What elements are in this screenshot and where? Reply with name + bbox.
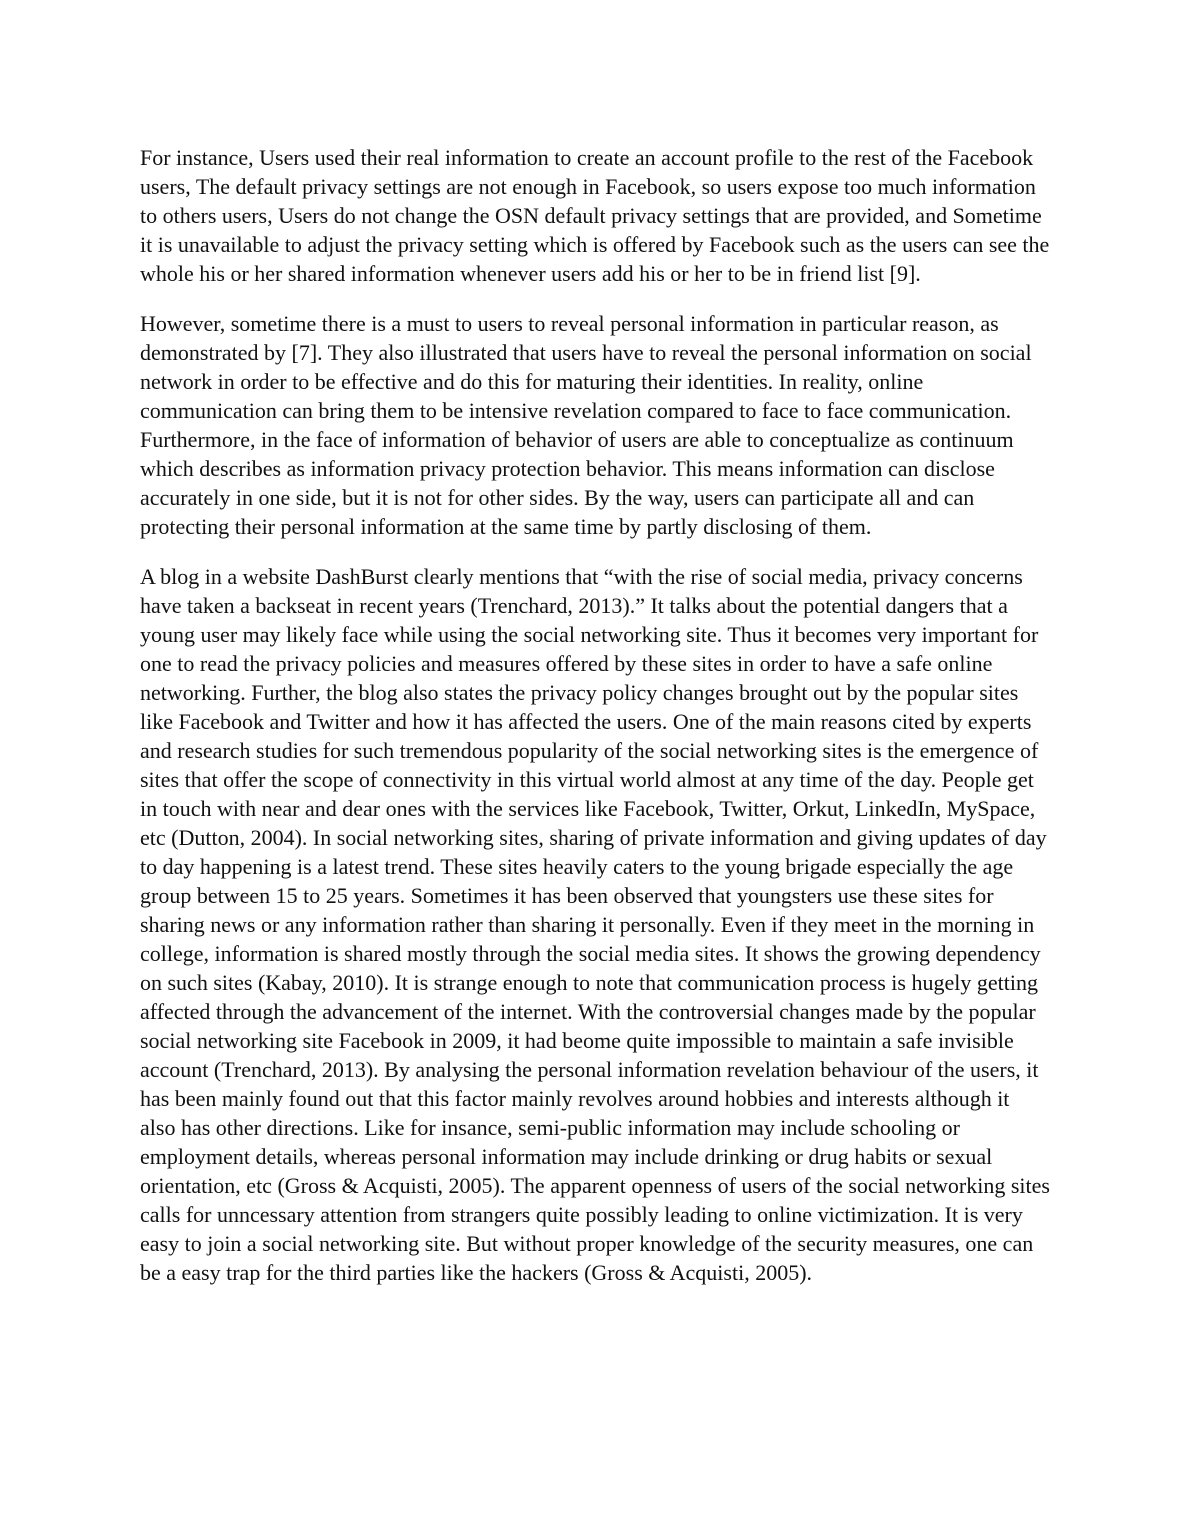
paragraph-information-revelation: However, sometime there is a must to users to reveal personal information in particular reason, as demonstrated by [7]. They also illustrated that users have to reveal the personal information on social network in order to be effective and do this for maturing their identities. In reality, online communication can bring them to be intensive revelation compared to face to face communication. Furthermore, in the face of information of behavior of users are able to conceptualize as continuum which describes as information privacy protection behavior. This means information can disclose accurately in one side, but it is not for other sides. By the way, users can participate all and can protecting their personal information at the same time by partly disclosing of them. [140, 311, 1032, 539]
paragraph-facebook-privacy-settings: For instance, Users used their real information to create an account profile to the rest of the Facebook users, The default privacy settings are not enough in Facebook, so users expose too much information to others users, Users do not change the OSN default privacy settings that are provided, and Sometime it is unavailable to adjust the privacy setting which is offered by Facebook such as the users can see the whole his or her shared information whenever users add his or her to be in friend list [9]. [140, 145, 1050, 286]
paragraph-dashburst-blog: A blog in a website DashBurst clearly mentions that “with the rise of social media, privacy concerns have taken a backseat in recent years (Trenchard, 2013).” It talks about the potential dangers that a young user may likely face while using the social networking site. Thus it becomes very important for one to read the privacy policies and measures offered by these sites in order to have a safe online networking. Further, the blog also states the privacy policy changes brought out by the popular sites like Facebook and Twitter and how it has affected the users. One of the main reasons cited by experts and research studies for such tremendous popularity of the social networking sites is the emergence of sites that offer the scope of connectivity in this virtual world almost at any time of the day. People get in touch with near and dear ones with the services like Facebook, Twitter, Orkut, LinkedIn, MySpace, etc (Dutton, 2004). In social networking sites, sharing of private information and giving updates of day to day happening is a latest trend. These sites heavily caters to the young brigade especially the age group between 15 to 25 years. Sometimes it has been observed that youngsters use these sites for sharing news or any information rather than sharing it personally. Even if they meet in the morning in college, information is shared mostly through the social media sites. It shows the growing dependency on such sites (Kabay, 2010). It is strange enough to note that communication process is hugely getting affected through the advancement of the internet. With the controversial changes made by the popular social networking site Facebook in 2009, it had beome quite impossible to maintain a safe invisible account (Trenchard, 2013). By analysing the personal information revelation behaviour of the users, it has been mainly found out that this factor mainly revolves around hobbies and interests although it also has other directions. Like for insance, semi-public information may include schooling or employment details, whereas personal information may include drinking or drug habits or sexual orientation, etc (Gross & Acquisti, 2005). The apparent openness of users of the social networking sites calls for unncessary attention from strangers quite possibly leading to online victimization. It is very easy to join a social networking site. But without proper knowledge of the security measures, one can be a easy trap for the third parties like the hackers (Gross & Acquisti, 2005). [140, 564, 1050, 1285]
